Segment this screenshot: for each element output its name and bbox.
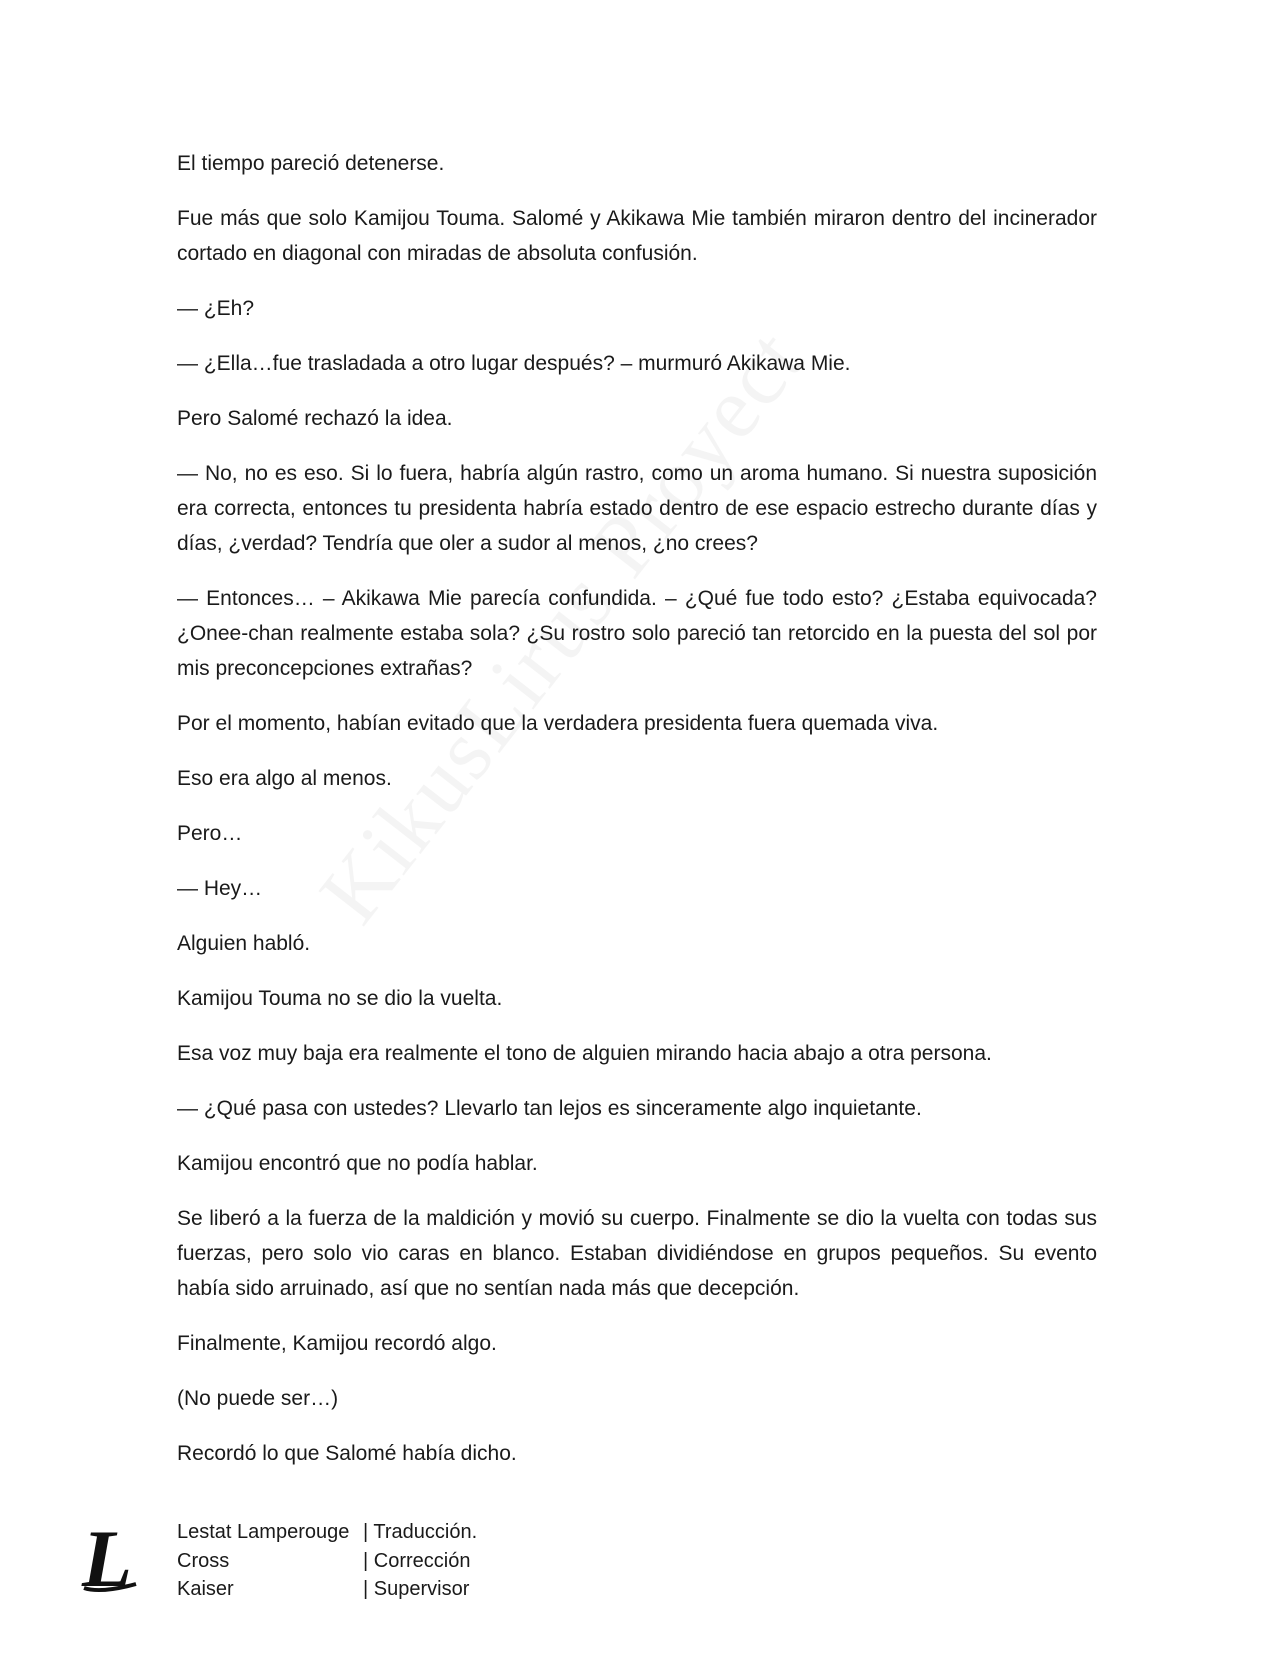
paragraph-15: — ¿Qué pasa con ustedes? Llevarlo tan lejos es sinceramente algo inquietante. <box>177 1097 922 1120</box>
paragraph-2: Fue más que solo Kamijou Touma. Salomé y Akikawa Mie también miraron dentro del incinerador cortado en diagonal con miradas de absoluta confusión. <box>177 207 1097 265</box>
logo-glyph: L <box>82 1518 133 1594</box>
paragraph-10: Pero… <box>177 822 243 845</box>
paragraph-11: — Hey… <box>177 877 263 900</box>
credit-row <box>177 1575 477 1604</box>
paragraph-16: Kamijou encontró que no podía hablar. <box>177 1152 538 1175</box>
paragraph-19: (No puede ser…) <box>177 1387 339 1410</box>
paragraph-4: — ¿Ella…fue trasladada a otro lugar después? – murmuró Akikawa Mie. <box>177 352 851 375</box>
credit-name: Lestat Lamperouge <box>177 1521 350 1543</box>
paragraph-17: Se liberó a la fuerza de la maldición y movió su cuerpo. Finalmente se dio la vuelta con todas sus fuerzas, pero solo vio caras en blanco. Estaban dividiéndose en grupos pequeños. Su evento había sido arruinado, así que no sentían nada más que decepción. <box>177 1207 1097 1300</box>
credits-block <box>177 1518 477 1604</box>
paragraph-13: Kamijou Touma no se dio la vuelta. <box>177 987 503 1010</box>
paragraph-6: — No, no es eso. Si lo fuera, habría algún rastro, como un aroma humano. Si nuestra suposición era correcta, entonces tu presidenta habría estado dentro de ese espacio estrecho durante días y días, ¿verdad? Tendría que oler a sudor al menos, ¿no crees? <box>177 462 1097 555</box>
credit-row <box>177 1547 477 1576</box>
credit-row <box>177 1518 477 1547</box>
body-text <box>177 146 1097 1491</box>
paragraph-12: Alguien habló. <box>177 932 311 955</box>
paragraph-14: Esa voz muy baja era realmente el tono de alguien mirando hacia abajo a otra persona. <box>177 1042 992 1065</box>
paragraph-8: Por el momento, habían evitado que la verdadera presidenta fuera quemada viva. <box>177 712 939 735</box>
credit-role: | Traducción. <box>363 1521 478 1543</box>
paragraph-3: — ¿Eh? <box>177 297 255 320</box>
credit-name: Cross <box>177 1549 230 1572</box>
credit-role: | Corrección <box>363 1549 471 1572</box>
paragraph-1: El tiempo pareció detenerse. <box>177 152 445 175</box>
paragraph-5: Pero Salomé rechazó la idea. <box>177 407 453 430</box>
paragraph-18: Finalmente, Kamijou recordó algo. <box>177 1332 497 1355</box>
blackletter-l-logo-icon <box>78 1518 140 1594</box>
paragraph-7: — Entonces… – Akikawa Mie parecía confundida. – ¿Qué fue todo esto? ¿Estaba equivocada? ¿Onee-chan realmente estaba sola? ¿Su rostro solo pareció tan retorcido en la puesta del sol por mis preconcepciones extrañas? <box>177 587 1097 680</box>
paragraph-20: Recordó lo que Salomé había dicho. <box>177 1442 517 1465</box>
credit-name: Kaiser <box>177 1578 234 1600</box>
credit-role: | Supervisor <box>363 1578 470 1600</box>
paragraph-9: Eso era algo al menos. <box>177 767 392 790</box>
